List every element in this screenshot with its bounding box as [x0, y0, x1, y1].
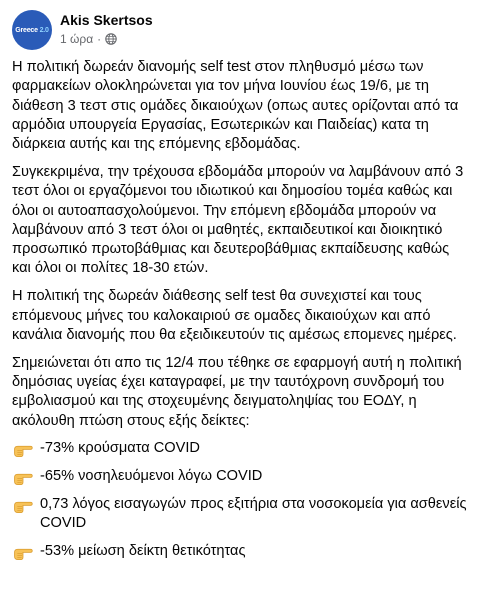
- pointing-hand-icon: [12, 542, 34, 561]
- stat-text: -65% νοσηλευόμενοι λόγω COVID: [40, 468, 263, 485]
- avatar[interactable]: [12, 10, 52, 50]
- post-body: [12, 58, 470, 570]
- post-paragraph: Η πολιτική της δωρεάν διάθεσης self test θα συνεχιστεί και τους επόμενους μήνες του καλοκαιριού σε ομαδες δικαιούχων και από κανάλια διανομής που θα εξειδικευτούν τις αμέσως επομενες ημέρες.: [12, 288, 457, 343]
- post-subline: [60, 31, 153, 47]
- author-name[interactable]: Akis Skertsos: [60, 12, 153, 28]
- post-timestamp[interactable]: 1 ώρα: [60, 32, 94, 46]
- pointing-hand-icon: [12, 439, 34, 458]
- stat-bullet: [12, 439, 470, 458]
- stat-bullet: [12, 495, 470, 534]
- pointing-hand-icon: [12, 495, 34, 514]
- separator-dot: ·: [97, 32, 102, 46]
- post-paragraph: Σημειώνεται ότι απο τις 12/4 που τέθηκε σε εφαρμογή αυτή η πολιτική δημόσιας υγείας έχει καταγραφεί, με την ταυτόχρονη συνδρομή του εμβολιασμού και της στοχευμένης δειγματοληψίας του ΕΟΔΥ, η ακόλουθη πτώση στους εξής δείκτες:: [12, 354, 462, 429]
- stat-bullet: [12, 467, 470, 486]
- stat-text: 0,73 λόγος εισαγωγών προς εξιτήρια στα νοσοκομεία για ασθενείς COVID: [40, 495, 467, 532]
- pointing-hand-icon: [12, 467, 34, 486]
- stat-text: -53% μείωση δείκτη θετικότητας: [40, 543, 246, 560]
- post-meta: [60, 11, 153, 47]
- stat-bullet: [12, 542, 470, 561]
- post-paragraph: Η πολιτική δωρεάν διανομής self test στον πληθυσμό μέσω των φαρμακείων ολοκληρώνεται για τον μήνα Ιουνίου έως 19/6, με τη διάθεση 3 τεστ στις ομάδες δικαιούχων (οπως αυτες ορίζονται από τα αρμόδια υπουργεία Εργασίας, Εσωτερικών και Παιδείας) κατα τη διάρκεια αυτής και της επόμενης εβδομάδας.: [12, 59, 459, 153]
- avatar-logo-text: Greece 2.0: [15, 26, 49, 34]
- post-paragraph: Συγκεκριμένα, την τρέχουσα εβδομάδα μπορούν να λαμβάνουν από 3 τεστ όλοι οι εργαζόμενοι του ιδιωτικού και δημοσίου τομέα καθώς και όλοι οι αυτοαπασχολούμενοι. Την επόμενη εβδομάδα μπορούν να λαμβάνουν από 3 τεστ όλοι οι μαθητές, εκπαιδευτικοί και διοικητικό προσωπικό πρωτοβάθμιας και δευτεροβάθμιας εκπαίδευσης καθώς και όλοι οι πολίτες 18-30 ετών.: [12, 163, 464, 277]
- stat-text: -73% κρούσματα COVID: [40, 440, 200, 457]
- globe-icon[interactable]: [105, 33, 117, 45]
- post-header: [12, 10, 466, 50]
